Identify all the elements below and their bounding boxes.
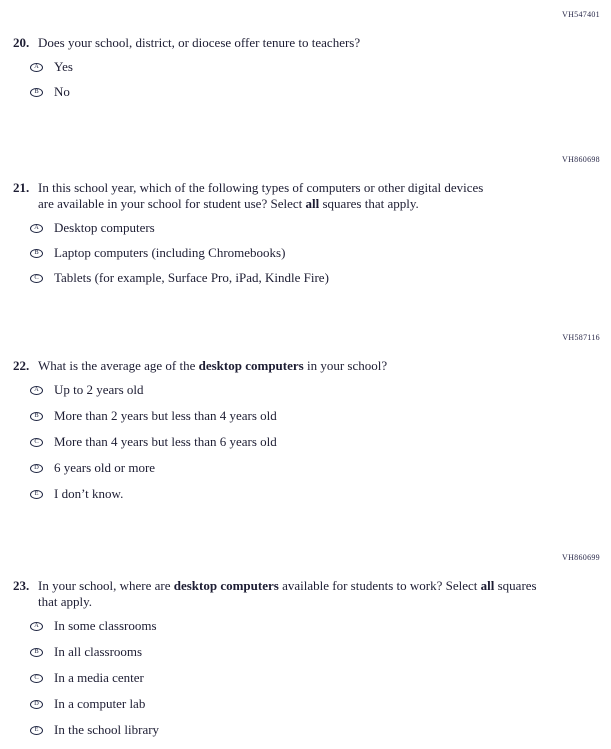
answer-bubble-icon[interactable]: A bbox=[30, 224, 43, 233]
answer-bubble-icon[interactable]: C bbox=[30, 438, 43, 447]
answer-option-row[interactable] bbox=[30, 435, 600, 449]
answer-options bbox=[30, 619, 600, 737]
question-23-section bbox=[13, 553, 600, 749]
question-code: VH860698 bbox=[562, 155, 600, 164]
option-label: More than 2 years but less than 4 years old bbox=[54, 408, 277, 423]
option-label: No bbox=[54, 84, 70, 99]
question-code: VH587116 bbox=[562, 333, 600, 342]
question-text-segment: What is the average age of the bbox=[38, 358, 199, 373]
answer-option-row[interactable] bbox=[30, 671, 600, 685]
option-label: In the school library bbox=[54, 722, 160, 737]
answer-option-row[interactable] bbox=[30, 60, 600, 74]
answer-bubble-icon[interactable]: B bbox=[30, 648, 43, 657]
answer-option-row[interactable] bbox=[30, 85, 600, 99]
question-21 bbox=[13, 180, 600, 212]
question-21-section bbox=[13, 155, 600, 296]
option-label: More than 4 years but less than 6 years old bbox=[54, 434, 277, 449]
answer-bubble-icon[interactable]: B bbox=[30, 412, 43, 421]
answer-option-row[interactable] bbox=[30, 409, 600, 423]
answer-option-row[interactable] bbox=[30, 697, 600, 711]
answer-bubble-icon[interactable]: A bbox=[30, 622, 43, 631]
question-number: 22. bbox=[13, 358, 30, 373]
question-text bbox=[38, 180, 498, 212]
answer-option-row[interactable] bbox=[30, 461, 600, 475]
question-text-bold-segment: desktop computers bbox=[198, 358, 304, 373]
question-text bbox=[38, 578, 538, 610]
question-text-segment: squares that apply. bbox=[38, 578, 537, 609]
option-label: Yes bbox=[54, 59, 73, 74]
question-23 bbox=[13, 578, 600, 610]
question-22-section bbox=[13, 333, 600, 513]
question-code: VH860699 bbox=[562, 553, 600, 562]
answer-bubble-icon[interactable]: C bbox=[30, 274, 43, 283]
answer-option-row[interactable] bbox=[30, 487, 600, 501]
answer-option-row[interactable] bbox=[30, 246, 600, 260]
question-text-segment: Does your school, district, or diocese offer tenure to teachers? bbox=[38, 35, 361, 50]
answer-bubble-icon[interactable]: D bbox=[30, 464, 43, 473]
option-label: Laptop computers (including Chromebooks) bbox=[54, 245, 286, 260]
answer-option-row[interactable] bbox=[30, 645, 600, 659]
answer-option-row[interactable] bbox=[30, 619, 600, 633]
question-text bbox=[38, 358, 387, 374]
question-code: VH547401 bbox=[562, 10, 600, 19]
answer-options bbox=[30, 60, 600, 99]
option-label: Tablets (for example, Surface Pro, iPad, Kindle Fire) bbox=[54, 270, 329, 285]
answer-bubble-icon[interactable]: A bbox=[30, 63, 43, 72]
question-text-bold-segment: all bbox=[305, 196, 320, 211]
answer-options bbox=[30, 221, 600, 285]
option-label: Desktop computers bbox=[54, 220, 155, 235]
answer-bubble-icon[interactable]: B bbox=[30, 88, 43, 97]
answer-bubble-icon[interactable]: E bbox=[30, 726, 43, 735]
answer-bubble-icon[interactable]: C bbox=[30, 674, 43, 683]
answer-option-row[interactable] bbox=[30, 221, 600, 235]
answer-bubble-icon[interactable]: D bbox=[30, 700, 43, 709]
question-text-segment: available for students to work? Select bbox=[278, 578, 481, 593]
question-text-segment: In your school, where are bbox=[38, 578, 174, 593]
question-text-bold-segment: all bbox=[480, 578, 495, 593]
question-text-segment: in your school? bbox=[303, 358, 388, 373]
answer-bubble-icon[interactable]: A bbox=[30, 386, 43, 395]
question-20-section bbox=[13, 10, 600, 110]
question-text-segment: In this school year, which of the following types of computers or other digital devices are available in your school for student use? Select bbox=[38, 180, 484, 211]
question-number: 21. bbox=[13, 180, 30, 195]
question-20 bbox=[13, 35, 600, 51]
question-text-bold-segment: desktop computers bbox=[173, 578, 279, 593]
option-label: In some classrooms bbox=[54, 618, 157, 633]
option-label: In a computer lab bbox=[54, 696, 146, 711]
answer-bubble-icon[interactable]: E bbox=[30, 490, 43, 499]
answer-option-row[interactable] bbox=[30, 271, 600, 285]
answer-bubble-icon[interactable]: B bbox=[30, 249, 43, 258]
option-label: In all classrooms bbox=[54, 644, 143, 659]
option-label: In a media center bbox=[54, 670, 144, 685]
question-number: 23. bbox=[13, 578, 30, 593]
question-text bbox=[38, 35, 360, 51]
question-text-segment: squares that apply. bbox=[319, 196, 419, 211]
option-label: 6 years old or more bbox=[54, 460, 156, 475]
question-number: 20. bbox=[13, 35, 30, 50]
answer-option-row[interactable] bbox=[30, 383, 600, 397]
question-22 bbox=[13, 358, 600, 374]
answer-options bbox=[30, 383, 600, 501]
option-label: I don’t know. bbox=[54, 486, 124, 501]
answer-option-row[interactable] bbox=[30, 723, 600, 737]
option-label: Up to 2 years old bbox=[54, 382, 144, 397]
